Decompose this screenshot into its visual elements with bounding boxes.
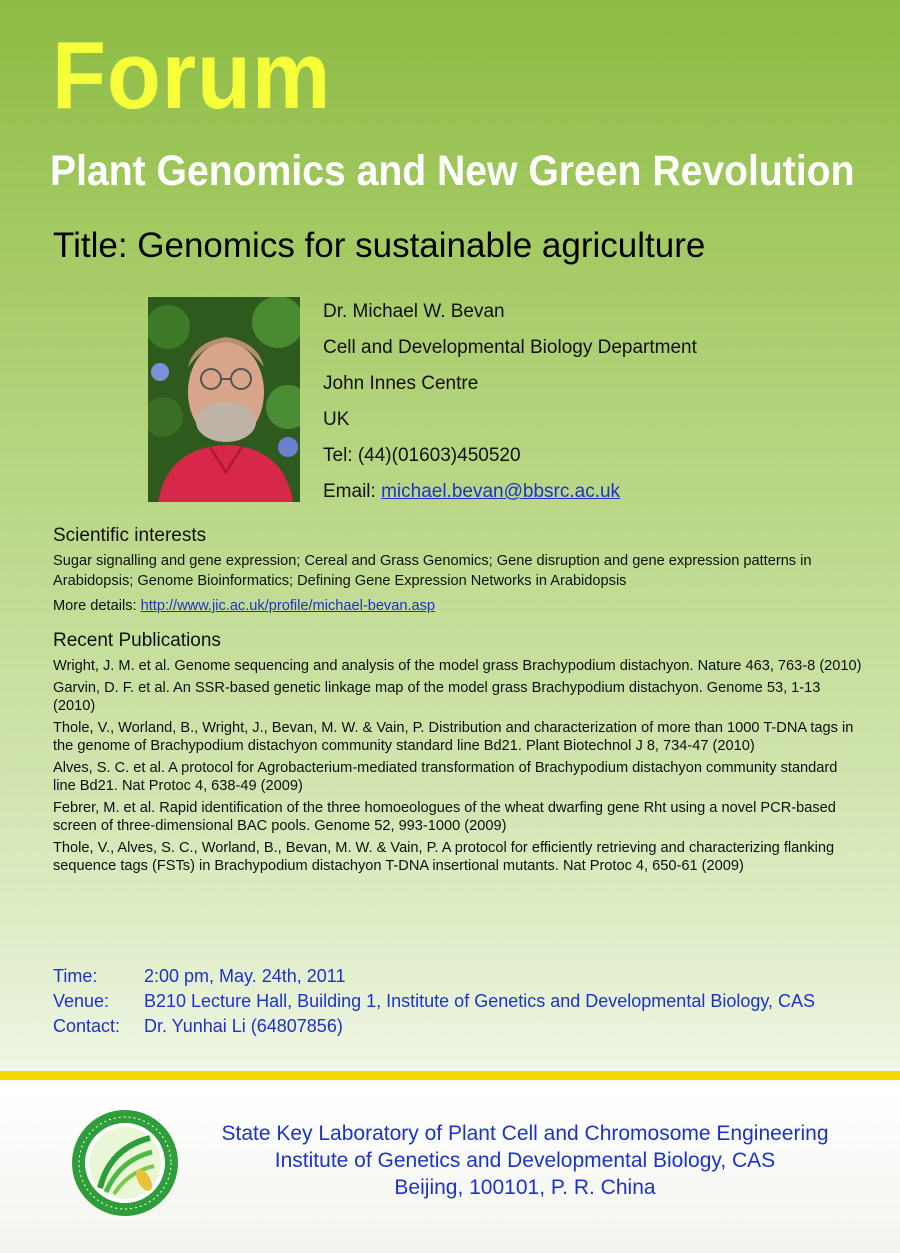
- contact-label: Contact:: [53, 1016, 121, 1036]
- publication-item: Garvin, D. F. et al. An SSR-based genetic linkage map of the model grass Brachypodium distachyon. Genome 53, 1-13 (2010): [53, 680, 821, 714]
- lab-address: Beijing, 100101, P. R. China: [394, 1176, 656, 1199]
- time-value: 2:00 pm, May. 24th, 2011: [144, 966, 346, 986]
- footer-divider: [0, 1071, 900, 1080]
- email-link[interactable]: michael.bevan@bbsrc.ac.uk: [381, 481, 621, 502]
- interests-text: Sugar signalling and gene expression; Cereal and Grass Genomics; Gene disruption and gene expression patterns in Arabidopsis; Genome Bioinformatics; Defining Gene Expression Networks in Arabidopsis: [53, 553, 812, 589]
- venue-label: Venue:: [53, 991, 110, 1011]
- publication-item: Alves, S. C. et al. A protocol for Agrobacterium-mediated transformation of Brachypodium distachyon community standard line Bd21. Nat Protoc 4, 638-49 (2009): [53, 760, 838, 794]
- speaker-country: UK: [323, 409, 350, 430]
- publications-heading: Recent Publications: [53, 630, 221, 651]
- time-label: Time:: [53, 966, 98, 986]
- forum-subtitle: Plant Genomics and New Green Revolution: [50, 147, 855, 195]
- forum-heading: Forum: [52, 22, 332, 129]
- speaker-institution: John Innes Centre: [323, 373, 479, 394]
- publication-item: Febrer, M. et al. Rapid identification of the three homoeologues of the wheat dwarfing gene Rht using a novel PCR-based screen of three-dimensional BAC pools. Genome 52, 993-1000 (2009): [53, 800, 836, 834]
- email-label: Email:: [323, 481, 382, 502]
- contact-value: Dr. Yunhai Li (64807856): [144, 1016, 343, 1036]
- speaker-email-row: [323, 481, 620, 503]
- institute-name: Institute of Genetics and Developmental Biology, CAS: [274, 1149, 776, 1172]
- venue-value: B210 Lecture Hall, Building 1, Institute of Genetics and Developmental Biology, CAS: [144, 991, 816, 1011]
- speaker-name: Dr. Michael W. Bevan: [323, 301, 505, 322]
- lab-name: State Key Laboratory of Plant Cell and Chromosome Engineering: [221, 1122, 829, 1145]
- speaker-department: Cell and Developmental Biology Department: [323, 337, 697, 358]
- more-details-label: More details:: [53, 598, 141, 614]
- interests-heading: Scientific interests: [53, 525, 207, 546]
- speaker-tel: Tel: (44)(01603)450520: [323, 445, 521, 466]
- more-details-row: [53, 596, 863, 616]
- publication-item: Thole, V., Worland, B., Wright, J., Bevan, M. W. & Vain, P. Distribution and characterization of more than 1000 T-DNA tags in the genome of Brachypodium distachyon community standard line Bd21. Plant Biotechnol J 8, 734-47 (2010): [53, 720, 854, 754]
- speaker-photo: [148, 297, 300, 502]
- publication-item: Thole, V., Alves, S. C., Worland, B., Bevan, M. W. & Vain, P. A protocol for efficiently retrieving and characterizing flanking sequence tags (FSTs) in Brachypodium distachyon T-DNA insertional mutants. Nat Protoc 4, 650-61 (2009): [53, 840, 835, 874]
- profile-link[interactable]: http://www.jic.ac.uk/profile/michael-bevan.asp: [140, 598, 436, 614]
- publications-list: [53, 657, 863, 879]
- publication-item: Wright, J. M. et al. Genome sequencing and analysis of the model grass Brachypodium distachyon. Nature 463, 763-8 (2010): [53, 658, 862, 674]
- talk-title: Title: Genomics for sustainable agriculture: [53, 226, 706, 265]
